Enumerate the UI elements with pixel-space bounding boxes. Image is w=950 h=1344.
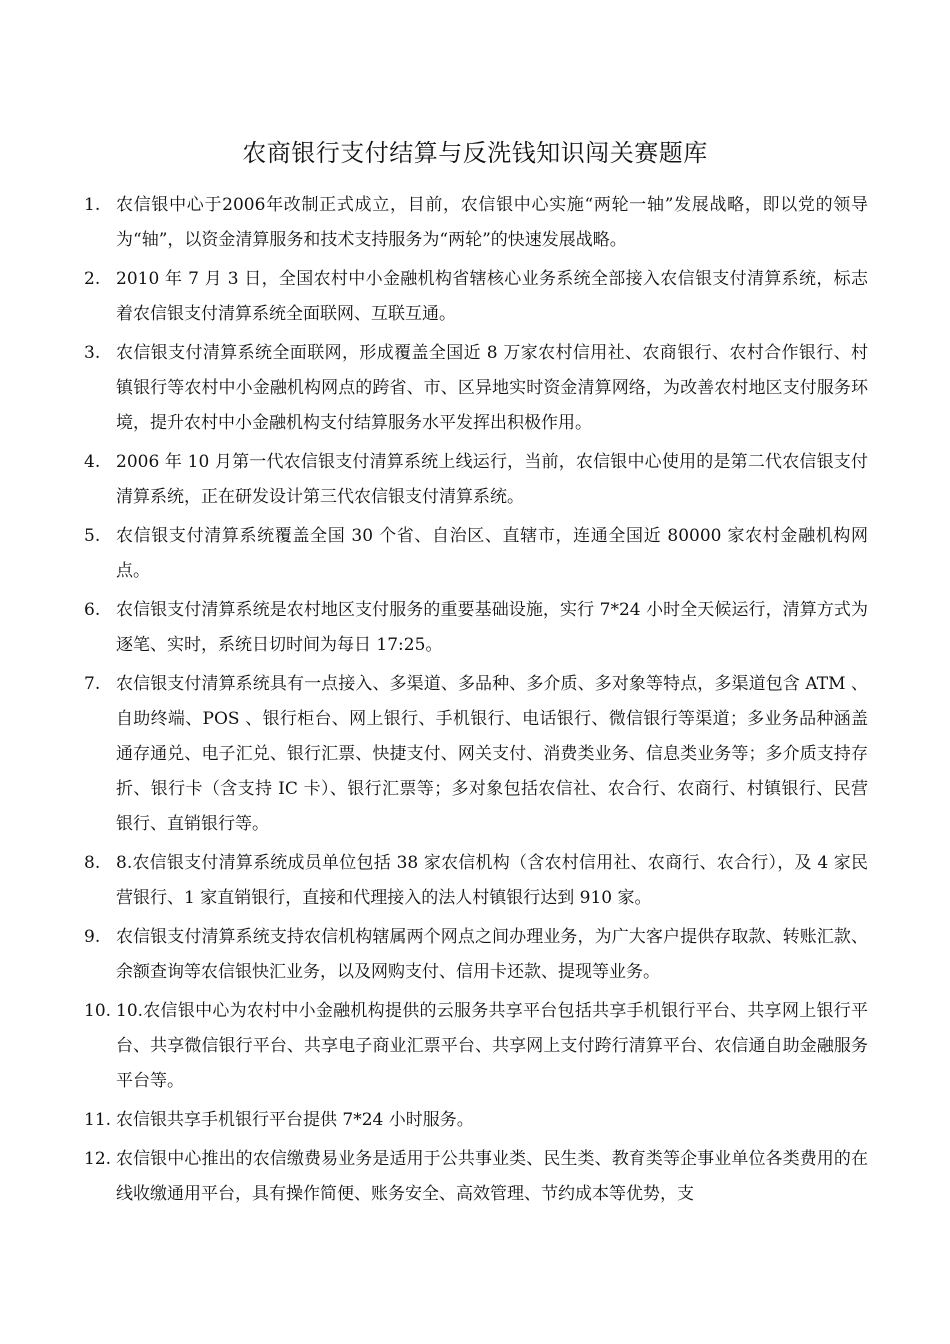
item-text: 8.农信银支付清算系统成员单位包括 38 家农信机构（含农村信用社、农商行、农合行），及 4 家民营银行、1 家直销银行，直接和代理接入的法人村镇银行达到 910 家。 — [116, 853, 868, 908]
item-number: 6. — [84, 600, 101, 620]
list-item — [84, 1103, 868, 1138]
list-item — [84, 519, 868, 589]
list-item — [84, 667, 868, 842]
item-number: 3. — [84, 343, 101, 363]
list-item — [84, 994, 868, 1099]
item-text: 农信银中心推出的农信缴费易业务是适用于公共事业类、民生类、教育类等企事业单位各类费用的在线收缴通用平台，具有操作简便、账务安全、高效管理、节约成本等优势，支 — [116, 1149, 868, 1204]
list-item — [84, 336, 868, 441]
document-title: 农商银行支付结算与反洗钱知识闯关赛题库 — [242, 139, 708, 167]
item-text: 10.农信银中心为农村中小金融机构提供的云服务共享平台包括共享手机银行平台、共享网上银行平台、共享微信银行平台、共享电子商业汇票平台、共享网上支付跨行清算平台、农信通自助金融服务平台等。 — [116, 1001, 868, 1091]
list-item — [84, 593, 868, 663]
item-number: 8. — [84, 853, 101, 873]
item-text: 农信银支付清算系统支持农信机构辖属两个网点之间办理业务，为广大客户提供存取款、转账汇款、余额查询等农信银快汇业务，以及网购支付、信用卡还款、提现等业务。 — [116, 927, 868, 982]
item-number: 10. — [84, 1001, 112, 1021]
item-text: 2010 年 7 月 3 日，全国农村中小金融机构省辖核心业务系统全部接入农信银支付清算系统，标志着农信银支付清算系统全面联网、互联互通。 — [116, 269, 868, 324]
item-number: 2. — [84, 269, 101, 289]
list-item — [84, 920, 868, 990]
list-item — [84, 188, 868, 258]
item-number: 12. — [84, 1149, 112, 1169]
item-text: 农信银支付清算系统全面联网，形成覆盖全国近 8 万家农村信用社、农商银行、农村合作银行、村镇银行等农村中小金融机构网点的跨省、市、区异地实时资金清算网络，为改善农村地区支付服务环境，提升农村中小金融机构支付结算服务水平发挥出积极作用。 — [116, 343, 868, 433]
list-item — [84, 1142, 868, 1212]
item-text: 农信银支付清算系统具有一点接入、多渠道、多品种、多介质、多对象等特点，多渠道包含 ATM 、自助终端、POS 、银行柜台、网上银行、手机银行、电话银行、微信银行等渠道；多业务品种涵盖通存通兑、电子汇兑、银行汇票、快捷支付、网关支付、消费类业务、信息类业务等；多介质支持存折、银行卡（含支持 IC 卡）、银行汇票等；多对象包括农信社、农合行、农商行、村镇银行、民营银行、直销银行等。 — [116, 674, 868, 834]
item-number: 1. — [84, 195, 101, 215]
item-text: 农信银共享手机银行平台提供 7*24 小时服务。 — [116, 1110, 474, 1130]
item-number: 7. — [84, 674, 101, 694]
item-text: 2006 年 10 月第一代农信银支付清算系统上线运行，当前，农信银中心使用的是第二代农信银支付清算系统，正在研发设计第三代农信银支付清算系统。 — [116, 452, 868, 507]
item-number: 9. — [84, 927, 101, 947]
item-text: 农信银中心于2006年改制正式成立，目前，农信银中心实施“两轮一轴”发展战略，即以党的领导为“轴”，以资金清算服务和技术支持服务为“两轮”的快速发展战略。 — [116, 195, 868, 250]
list-item — [84, 846, 868, 916]
item-text: 农信银支付清算系统是农村地区支付服务的重要基础设施，实行 7*24 小时全天候运行，清算方式为逐笔、实时，系统日切时间为每日 17:25。 — [116, 600, 868, 655]
item-number: 4. — [84, 452, 101, 472]
item-text: 农信银支付清算系统覆盖全国 30 个省、自治区、直辖市，连通全国近 80000 家农村金融机构网点。 — [116, 526, 868, 581]
item-number: 5. — [84, 526, 101, 546]
item-number: 11. — [84, 1110, 112, 1130]
list-item — [84, 262, 868, 332]
question-list — [84, 188, 868, 1216]
list-item — [84, 445, 868, 515]
